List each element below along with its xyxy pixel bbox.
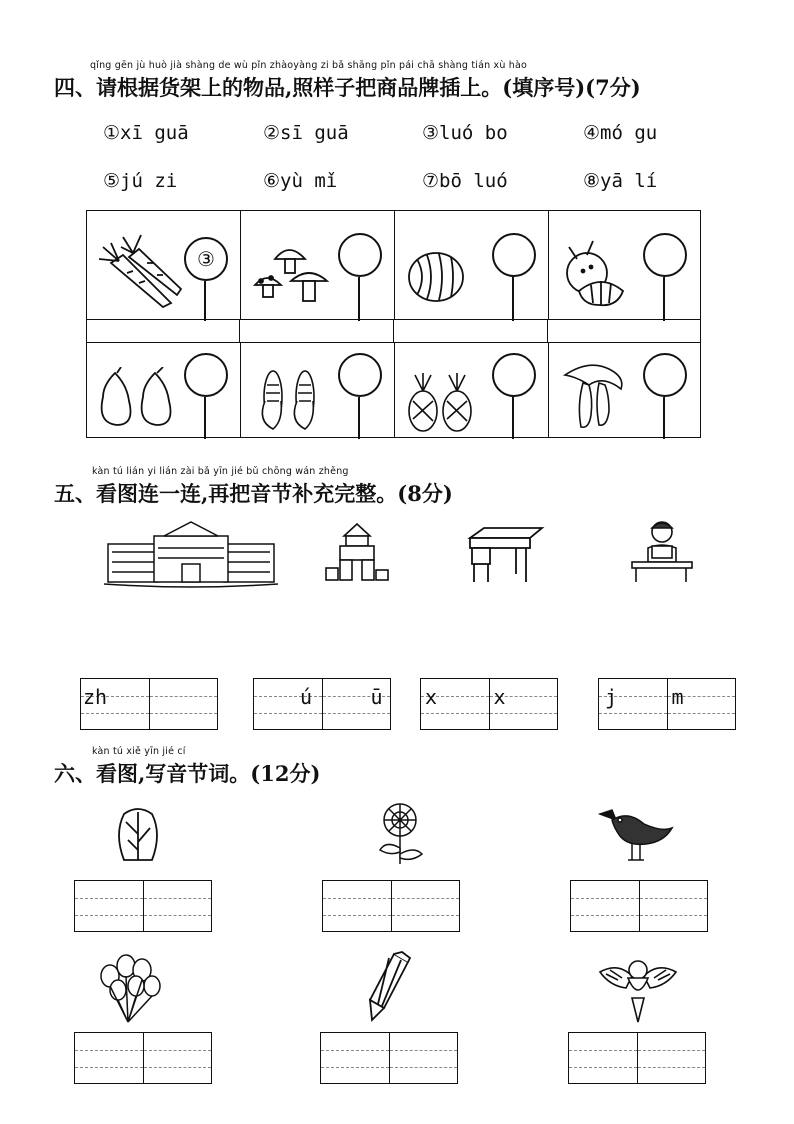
sign-answer-loofah[interactable]: [643, 353, 687, 397]
pineapple-icon: [405, 371, 477, 433]
section4-title: 四、请根据货架上的物品,照样子把商品牌插上。(填序号)(7分): [54, 75, 641, 100]
syllable-part: zh: [83, 685, 108, 709]
shelf-top-row: [86, 210, 701, 320]
section5-title: 五、看图连一连,再把音节补充完整。(8分): [54, 481, 453, 506]
sign-answer-mushroom[interactable]: [338, 233, 382, 277]
sign-answer-corn[interactable]: [338, 353, 382, 397]
shelf-cell-carrot: [87, 211, 241, 319]
watermelon-icon: [405, 249, 467, 305]
sign-answer-orange[interactable]: [643, 233, 687, 277]
loofah-icon: [559, 355, 631, 431]
chrysanthemum-icon: [370, 800, 430, 866]
shelf-cell-mushroom: [241, 211, 395, 319]
option-5: ⑤jú zi: [103, 170, 178, 192]
syllable-grid-3[interactable]: [420, 678, 558, 730]
option-1: ①xī guā: [103, 122, 189, 144]
crow-icon: [598, 806, 674, 864]
sign-answer-pineapple[interactable]: [492, 353, 536, 397]
sign-answer-example: ③: [184, 237, 228, 281]
syllable-part: j: [605, 685, 618, 709]
balloons-icon: [98, 952, 162, 1024]
sign-pole: [512, 277, 514, 321]
shelf-cell-pear: [87, 343, 241, 437]
corn-icon: [255, 361, 325, 433]
syllable-grid-4[interactable]: [598, 678, 736, 730]
shelf-bottom-row: [86, 342, 701, 438]
student-reading-icon: [628, 518, 694, 584]
pear-icon: [93, 367, 181, 429]
magpie-icon: [598, 952, 678, 1024]
shelf-cell-corn: [241, 343, 395, 437]
sign-pole: [204, 397, 206, 439]
option-6: ⑥yù mǐ: [263, 170, 338, 192]
blocks-icon: [324, 522, 390, 584]
shelf-cell-loofah: [549, 343, 702, 437]
sign-pole: [512, 397, 514, 439]
sign-pole: [663, 277, 665, 321]
syllable-part: x: [493, 685, 506, 709]
pencil-icon: [366, 950, 414, 1024]
syllable-part: ú: [300, 685, 313, 709]
syllable-part: ū: [370, 685, 383, 709]
shelf-divider: [86, 320, 701, 342]
shelf-cell-pineapple: [395, 343, 549, 437]
word-grid-crow[interactable]: [570, 880, 708, 932]
section4-pinyin: qǐng gēn jù huò jià shàng de wù pǐn zhàoyàng zi bǎ shāng pǐn pái chā shàng tián xù hào: [90, 60, 528, 71]
option-2: ②sī guā: [263, 122, 349, 144]
word-grid-pencil[interactable]: [320, 1032, 458, 1084]
option-8: ⑧yā lí: [583, 170, 658, 192]
section6-pinyin: kàn tú xiě yīn jié cí: [92, 746, 186, 757]
word-grid-chrysanthemum[interactable]: [322, 880, 460, 932]
cabbage-icon: [108, 804, 168, 864]
school-icon: [104, 520, 278, 588]
word-grid-balloons[interactable]: [74, 1032, 212, 1084]
shelf-cell-watermelon: [395, 211, 549, 319]
orange-icon: [557, 233, 637, 313]
word-grid-cabbage[interactable]: [74, 880, 212, 932]
option-3: ③luó bo: [422, 122, 508, 144]
syllable-part: m: [671, 685, 684, 709]
option-7: ⑦bō luó: [422, 170, 508, 192]
desk-icon: [466, 524, 546, 584]
sign-pole: [663, 397, 665, 439]
section6-title: 六、看图,写音节词。(12分): [54, 761, 321, 786]
sign-pole: [204, 281, 206, 321]
word-grid-magpie[interactable]: [568, 1032, 706, 1084]
option-4: ④mó gu: [583, 122, 658, 144]
section5-pinyin: kàn tú lián yi lián zài bǎ yīn jié bǔ chōng wán zhěng: [92, 466, 349, 477]
syllable-grid-2[interactable]: [253, 678, 391, 730]
carrot-icon: [93, 233, 183, 313]
mushroom-icon: [249, 241, 333, 311]
syllable-grid-1[interactable]: [80, 678, 218, 730]
sign-pole: [358, 277, 360, 321]
syllable-part: x: [425, 685, 438, 709]
shelf-cell-orange: [549, 211, 702, 319]
sign-pole: [358, 397, 360, 439]
sign-answer-pear[interactable]: [184, 353, 228, 397]
sign-answer-watermelon[interactable]: [492, 233, 536, 277]
